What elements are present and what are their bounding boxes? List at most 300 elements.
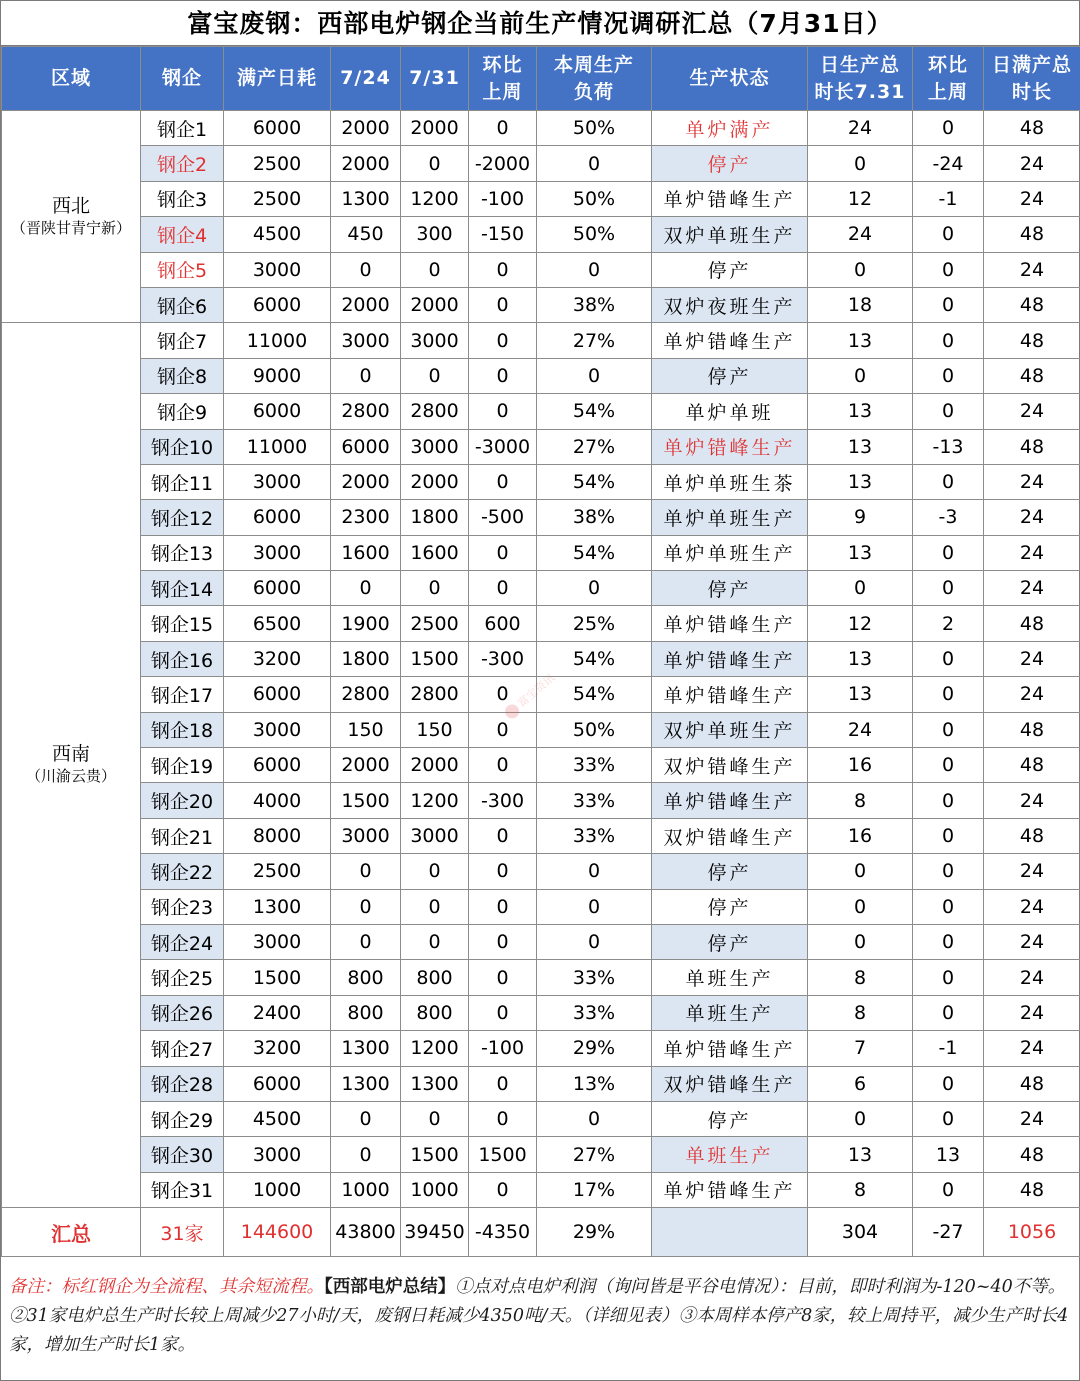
- report-title: 富宝废钢：西部电炉钢企当前生产情况调研汇总（7月31日）: [1, 1, 1079, 46]
- load-cell: 0: [537, 924, 652, 959]
- full-capacity-cell: 6000: [224, 677, 331, 712]
- company-cell: 钢企2: [141, 146, 224, 181]
- company-cell: 钢企6: [141, 287, 224, 322]
- status-cell: 单炉单班生产: [652, 500, 808, 535]
- table-row: [2, 783, 1080, 818]
- wow-cell: 0: [469, 394, 537, 429]
- d731-cell: 0: [401, 571, 469, 606]
- company-cell: 钢企7: [141, 323, 224, 358]
- hours-wow-cell: 0: [913, 394, 984, 429]
- d731-cell: 0: [401, 889, 469, 924]
- production-table: [1, 46, 1080, 1257]
- status-cell: 单炉错峰生产: [652, 323, 808, 358]
- status-cell: 单炉错峰生产: [652, 429, 808, 464]
- hours-cell: 8: [808, 960, 913, 995]
- d731-cell: 1600: [401, 535, 469, 570]
- hours-wow-cell: 0: [913, 111, 984, 146]
- region-provinces: （川渝云贵）: [25, 767, 116, 786]
- header-full-hours: 日满产总 时长: [984, 47, 1080, 111]
- load-cell: 0: [537, 854, 652, 889]
- hours-cell: 18: [808, 287, 913, 322]
- company-cell: 钢企9: [141, 394, 224, 429]
- full-hours-cell: 48: [984, 217, 1080, 252]
- total-hours: 304: [808, 1208, 913, 1257]
- d731-cell: 800: [401, 995, 469, 1030]
- load-cell: 50%: [537, 111, 652, 146]
- full-hours-cell: 24: [984, 464, 1080, 499]
- header-wow: 环比 上周: [469, 47, 537, 111]
- load-cell: 17%: [537, 1172, 652, 1207]
- hours-cell: 13: [808, 429, 913, 464]
- total-d731: 39450: [401, 1208, 469, 1257]
- company-cell: 钢企8: [141, 358, 224, 393]
- wow-cell: 0: [469, 464, 537, 499]
- company-cell: 钢企1: [141, 111, 224, 146]
- d724-cell: 1300: [331, 1031, 401, 1066]
- table-row: [2, 287, 1080, 322]
- d724-cell: 2000: [331, 146, 401, 181]
- status-cell: 单炉单班生茶: [652, 464, 808, 499]
- hours-cell: 8: [808, 995, 913, 1030]
- hours-cell: 9: [808, 500, 913, 535]
- company-cell: 钢企29: [141, 1101, 224, 1136]
- d724-cell: 1800: [331, 641, 401, 676]
- hours-cell: 0: [808, 252, 913, 287]
- wow-cell: 0: [469, 854, 537, 889]
- wow-cell: -300: [469, 783, 537, 818]
- table-row: [2, 429, 1080, 464]
- total-wow: -4350: [469, 1208, 537, 1257]
- watermark-text: 富宝资讯: [515, 671, 558, 710]
- table-row: [2, 641, 1080, 676]
- hours-cell: 13: [808, 394, 913, 429]
- note-summary-label: 【西部电炉总结】: [324, 1277, 456, 1297]
- hours-wow-cell: 0: [913, 677, 984, 712]
- hours-cell: 0: [808, 358, 913, 393]
- hours-cell: 13: [808, 677, 913, 712]
- full-capacity-cell: 3000: [224, 1137, 331, 1172]
- total-full-hours: 1056: [984, 1208, 1080, 1257]
- status-cell: 停产: [652, 252, 808, 287]
- total-company-count: 31家: [141, 1208, 224, 1257]
- hours-wow-cell: 0: [913, 818, 984, 853]
- d724-cell: 450: [331, 217, 401, 252]
- full-hours-cell: 24: [984, 995, 1080, 1030]
- table-row: [2, 960, 1080, 995]
- load-cell: 29%: [537, 1031, 652, 1066]
- hours-wow-cell: -24: [913, 146, 984, 181]
- d724-cell: 2800: [331, 677, 401, 712]
- d731-cell: 0: [401, 252, 469, 287]
- hours-wow-cell: 0: [913, 535, 984, 570]
- status-cell: 单炉错峰生产: [652, 783, 808, 818]
- full-hours-cell: 48: [984, 287, 1080, 322]
- full-hours-cell: 24: [984, 252, 1080, 287]
- full-hours-cell: 24: [984, 571, 1080, 606]
- full-hours-cell: 48: [984, 818, 1080, 853]
- wow-cell: 600: [469, 606, 537, 641]
- full-capacity-cell: 6000: [224, 287, 331, 322]
- status-cell: 单炉满产: [652, 111, 808, 146]
- d731-cell: 2800: [401, 677, 469, 712]
- wow-cell: 0: [469, 287, 537, 322]
- company-cell: 钢企31: [141, 1172, 224, 1207]
- status-cell: 双炉夜班生产: [652, 287, 808, 322]
- company-cell: 钢企23: [141, 889, 224, 924]
- company-cell: 钢企17: [141, 677, 224, 712]
- full-capacity-cell: 1300: [224, 889, 331, 924]
- wow-cell: 0: [469, 535, 537, 570]
- company-cell: 钢企14: [141, 571, 224, 606]
- company-cell: 钢企10: [141, 429, 224, 464]
- wow-cell: 0: [469, 677, 537, 712]
- table-row: [2, 394, 1080, 429]
- company-cell: 钢企22: [141, 854, 224, 889]
- hours-wow-cell: 0: [913, 252, 984, 287]
- d724-cell: 2000: [331, 464, 401, 499]
- wow-cell: -150: [469, 217, 537, 252]
- full-capacity-cell: 6000: [224, 748, 331, 783]
- d731-cell: 2000: [401, 287, 469, 322]
- d731-cell: 0: [401, 358, 469, 393]
- table-row: [2, 323, 1080, 358]
- header-d731: 7/31: [401, 47, 469, 111]
- hours-cell: 16: [808, 748, 913, 783]
- company-cell: 钢企20: [141, 783, 224, 818]
- status-cell: 双炉错峰生产: [652, 748, 808, 783]
- full-hours-cell: 24: [984, 535, 1080, 570]
- region-provinces: （晋陕甘青宁新）: [10, 218, 131, 237]
- wow-cell: 0: [469, 818, 537, 853]
- d731-cell: 3000: [401, 429, 469, 464]
- d724-cell: 150: [331, 712, 401, 747]
- hours-cell: 16: [808, 818, 913, 853]
- hours-wow-cell: 0: [913, 641, 984, 676]
- hours-wow-cell: 0: [913, 783, 984, 818]
- hours-wow-cell: 0: [913, 1066, 984, 1101]
- status-cell: 单班生产: [652, 1137, 808, 1172]
- status-cell: 单班生产: [652, 960, 808, 995]
- hours-cell: 13: [808, 323, 913, 358]
- full-hours-cell: 24: [984, 394, 1080, 429]
- header-full-capacity: 满产日耗: [224, 47, 331, 111]
- hours-cell: 0: [808, 889, 913, 924]
- d724-cell: 2800: [331, 394, 401, 429]
- d731-cell: 0: [401, 146, 469, 181]
- full-hours-cell: 24: [984, 500, 1080, 535]
- total-d724: 43800: [331, 1208, 401, 1257]
- d724-cell: 2000: [331, 748, 401, 783]
- d724-cell: 800: [331, 960, 401, 995]
- hours-wow-cell: 0: [913, 571, 984, 606]
- status-cell: 双炉错峰生产: [652, 818, 808, 853]
- d724-cell: 1900: [331, 606, 401, 641]
- d731-cell: 300: [401, 217, 469, 252]
- table-row: [2, 818, 1080, 853]
- full-capacity-cell: 2400: [224, 995, 331, 1030]
- load-cell: 54%: [537, 677, 652, 712]
- load-cell: 33%: [537, 748, 652, 783]
- hours-wow-cell: 0: [913, 960, 984, 995]
- hours-wow-cell: -3: [913, 500, 984, 535]
- region-cell: [2, 111, 141, 323]
- load-cell: 38%: [537, 500, 652, 535]
- wow-cell: 0: [469, 252, 537, 287]
- hours-cell: 0: [808, 1101, 913, 1136]
- hours-wow-cell: 0: [913, 889, 984, 924]
- d724-cell: 0: [331, 252, 401, 287]
- load-cell: 0: [537, 358, 652, 393]
- header-company: 钢企: [141, 47, 224, 111]
- full-hours-cell: 48: [984, 111, 1080, 146]
- d731-cell: 2500: [401, 606, 469, 641]
- full-capacity-cell: 3000: [224, 535, 331, 570]
- status-cell: 停产: [652, 1101, 808, 1136]
- load-cell: 50%: [537, 217, 652, 252]
- full-hours-cell: 24: [984, 924, 1080, 959]
- hours-cell: 24: [808, 111, 913, 146]
- d724-cell: 0: [331, 854, 401, 889]
- wow-cell: 1500: [469, 1137, 537, 1172]
- total-label: 汇总: [2, 1208, 141, 1257]
- hours-cell: 24: [808, 712, 913, 747]
- d724-cell: 1300: [331, 1066, 401, 1101]
- d731-cell: 150: [401, 712, 469, 747]
- full-hours-cell: 48: [984, 748, 1080, 783]
- company-cell: 钢企18: [141, 712, 224, 747]
- full-capacity-cell: 6000: [224, 500, 331, 535]
- hours-wow-cell: 2: [913, 606, 984, 641]
- load-cell: 13%: [537, 1066, 652, 1101]
- load-cell: 27%: [537, 429, 652, 464]
- d724-cell: 6000: [331, 429, 401, 464]
- wow-cell: -2000: [469, 146, 537, 181]
- table-row: [2, 464, 1080, 499]
- load-cell: 0: [537, 571, 652, 606]
- full-hours-cell: 24: [984, 181, 1080, 216]
- total-load: 29%: [537, 1208, 652, 1257]
- table-row: [2, 995, 1080, 1030]
- table-row: [2, 217, 1080, 252]
- company-cell: 钢企13: [141, 535, 224, 570]
- full-hours-cell: 48: [984, 712, 1080, 747]
- wow-cell: 0: [469, 1101, 537, 1136]
- full-hours-cell: 24: [984, 783, 1080, 818]
- hours-wow-cell: 0: [913, 464, 984, 499]
- status-cell: 单炉错峰生产: [652, 1172, 808, 1207]
- wow-cell: -500: [469, 500, 537, 535]
- full-hours-cell: 24: [984, 146, 1080, 181]
- full-capacity-cell: 2500: [224, 181, 331, 216]
- load-cell: 54%: [537, 464, 652, 499]
- load-cell: 27%: [537, 1137, 652, 1172]
- region-name: 西南: [51, 743, 90, 766]
- note-body: ①点对点电炉利润（询问皆是平谷电情况）：目前，即时利润为-120~40不等。②31家电炉总生产时长较上周减少27小时/天，废钢日耗减少4350吨/天。（详细见表）③本周样本停产8家，较上周持平，减少生产时长4家，增加生产时长1家。: [9, 1277, 1069, 1355]
- status-cell: 停产: [652, 889, 808, 924]
- full-capacity-cell: 3000: [224, 464, 331, 499]
- total-status: [652, 1208, 808, 1257]
- full-capacity-cell: 6000: [224, 571, 331, 606]
- full-capacity-cell: 1000: [224, 1172, 331, 1207]
- full-hours-cell: 48: [984, 323, 1080, 358]
- full-capacity-cell: 11000: [224, 323, 331, 358]
- d731-cell: 3000: [401, 818, 469, 853]
- full-capacity-cell: 4000: [224, 783, 331, 818]
- hours-cell: 12: [808, 181, 913, 216]
- region-cell: [2, 323, 141, 1208]
- d724-cell: 2000: [331, 111, 401, 146]
- wow-cell: 0: [469, 712, 537, 747]
- full-hours-cell: 48: [984, 1066, 1080, 1101]
- hours-wow-cell: 0: [913, 217, 984, 252]
- table-row: [2, 924, 1080, 959]
- d731-cell: 1800: [401, 500, 469, 535]
- hours-cell: 13: [808, 535, 913, 570]
- company-cell: 钢企27: [141, 1031, 224, 1066]
- hours-wow-cell: -13: [913, 429, 984, 464]
- d724-cell: 3000: [331, 818, 401, 853]
- full-hours-cell: 24: [984, 1101, 1080, 1136]
- hours-wow-cell: -1: [913, 181, 984, 216]
- table-row: [2, 889, 1080, 924]
- table-row: [2, 712, 1080, 747]
- d724-cell: 0: [331, 889, 401, 924]
- d724-cell: 3000: [331, 323, 401, 358]
- status-cell: 停产: [652, 358, 808, 393]
- wow-cell: 0: [469, 1172, 537, 1207]
- table-row: [2, 571, 1080, 606]
- wow-cell: 0: [469, 571, 537, 606]
- load-cell: 33%: [537, 818, 652, 853]
- load-cell: 50%: [537, 181, 652, 216]
- load-cell: 50%: [537, 712, 652, 747]
- full-hours-cell: 24: [984, 889, 1080, 924]
- wow-cell: 0: [469, 323, 537, 358]
- header-load: 本周生产 负荷: [537, 47, 652, 111]
- d731-cell: 800: [401, 960, 469, 995]
- load-cell: 54%: [537, 535, 652, 570]
- hours-cell: 0: [808, 924, 913, 959]
- full-capacity-cell: 6000: [224, 111, 331, 146]
- load-cell: 27%: [537, 323, 652, 358]
- hours-cell: 12: [808, 606, 913, 641]
- wow-cell: 0: [469, 1066, 537, 1101]
- d724-cell: 0: [331, 1137, 401, 1172]
- d724-cell: 2000: [331, 287, 401, 322]
- d731-cell: 1200: [401, 1031, 469, 1066]
- company-cell: 钢企4: [141, 217, 224, 252]
- d724-cell: 1600: [331, 535, 401, 570]
- wow-cell: -100: [469, 1031, 537, 1066]
- table-row: [2, 606, 1080, 641]
- hours-cell: 13: [808, 1137, 913, 1172]
- table-header-row: [2, 47, 1080, 111]
- d731-cell: 1000: [401, 1172, 469, 1207]
- d731-cell: 1300: [401, 1066, 469, 1101]
- full-hours-cell: 24: [984, 641, 1080, 676]
- wow-cell: -3000: [469, 429, 537, 464]
- status-cell: 单炉错峰生产: [652, 606, 808, 641]
- wow-cell: 0: [469, 748, 537, 783]
- d724-cell: 0: [331, 358, 401, 393]
- company-cell: 钢企26: [141, 995, 224, 1030]
- hours-cell: 6: [808, 1066, 913, 1101]
- hours-wow-cell: 0: [913, 1101, 984, 1136]
- full-capacity-cell: 2500: [224, 854, 331, 889]
- wow-cell: 0: [469, 111, 537, 146]
- load-cell: 0: [537, 1101, 652, 1136]
- load-cell: 0: [537, 252, 652, 287]
- status-cell: 停产: [652, 146, 808, 181]
- hours-wow-cell: 0: [913, 323, 984, 358]
- company-cell: 钢企24: [141, 924, 224, 959]
- footnote: [9, 1273, 1073, 1360]
- table-row: [2, 1137, 1080, 1172]
- d724-cell: 2300: [331, 500, 401, 535]
- status-cell: 单班生产: [652, 995, 808, 1030]
- d731-cell: 2000: [401, 464, 469, 499]
- hours-cell: 13: [808, 464, 913, 499]
- hours-cell: 7: [808, 1031, 913, 1066]
- full-capacity-cell: 3000: [224, 712, 331, 747]
- status-cell: 单炉错峰生产: [652, 641, 808, 676]
- full-capacity-cell: 2500: [224, 146, 331, 181]
- d731-cell: 1500: [401, 1137, 469, 1172]
- company-cell: 钢企12: [141, 500, 224, 535]
- d724-cell: 1300: [331, 181, 401, 216]
- load-cell: 0: [537, 146, 652, 181]
- status-cell: 单炉单班: [652, 394, 808, 429]
- status-cell: 双炉单班生产: [652, 712, 808, 747]
- status-cell: 单炉错峰生产: [652, 181, 808, 216]
- hours-wow-cell: -1: [913, 1031, 984, 1066]
- table-row: [2, 1066, 1080, 1101]
- total-row: [2, 1208, 1080, 1257]
- full-hours-cell: 24: [984, 960, 1080, 995]
- company-cell: 钢企3: [141, 181, 224, 216]
- d731-cell: 2000: [401, 111, 469, 146]
- table-row: [2, 535, 1080, 570]
- hours-wow-cell: 0: [913, 924, 984, 959]
- header-hours: 日生产总 时长7.31: [808, 47, 913, 111]
- company-cell: 钢企21: [141, 818, 224, 853]
- company-cell: 钢企5: [141, 252, 224, 287]
- table-row: [2, 748, 1080, 783]
- wow-cell: -300: [469, 641, 537, 676]
- company-cell: 钢企16: [141, 641, 224, 676]
- full-capacity-cell: 3000: [224, 924, 331, 959]
- d724-cell: 0: [331, 924, 401, 959]
- hours-cell: 8: [808, 1172, 913, 1207]
- status-cell: 停产: [652, 924, 808, 959]
- full-capacity-cell: 9000: [224, 358, 331, 393]
- full-hours-cell: 24: [984, 1031, 1080, 1066]
- full-capacity-cell: 4500: [224, 1101, 331, 1136]
- header-hours-wow: 环比 上周: [913, 47, 984, 111]
- full-hours-cell: 48: [984, 606, 1080, 641]
- wow-cell: 0: [469, 924, 537, 959]
- load-cell: 33%: [537, 960, 652, 995]
- status-cell: 停产: [652, 854, 808, 889]
- table-row: [2, 181, 1080, 216]
- table-row: [2, 1031, 1080, 1066]
- d724-cell: 1500: [331, 783, 401, 818]
- wow-cell: 0: [469, 995, 537, 1030]
- hours-cell: 8: [808, 783, 913, 818]
- full-hours-cell: 24: [984, 854, 1080, 889]
- table-row: [2, 111, 1080, 146]
- wow-cell: 0: [469, 358, 537, 393]
